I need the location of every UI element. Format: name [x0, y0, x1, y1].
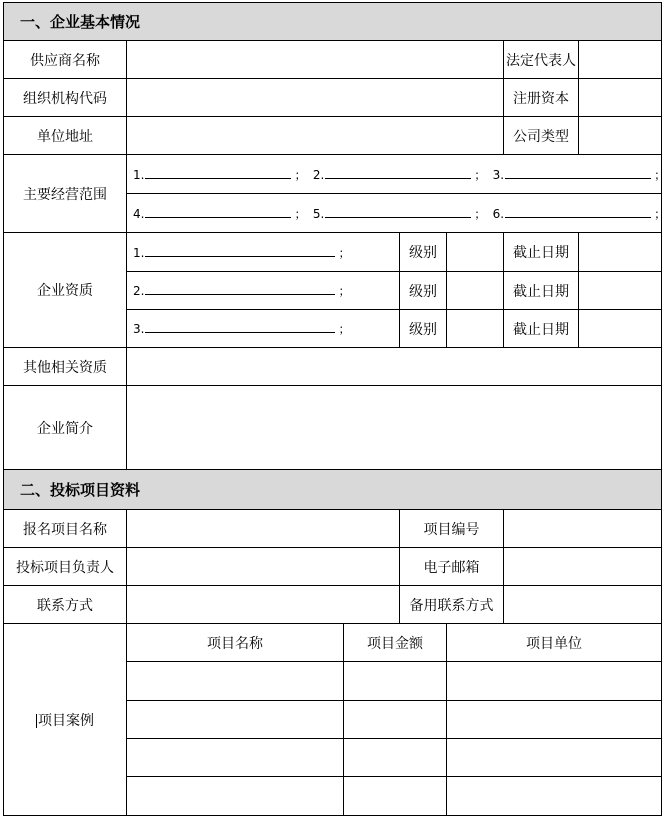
row-org-code	[4, 79, 662, 117]
supplier-registration-form	[3, 2, 666, 816]
scope-item-number: 3.	[492, 167, 505, 182]
project-no-field[interactable]	[504, 510, 662, 548]
case-amount-cell[interactable]	[344, 662, 447, 701]
reg-capital-label: 注册资本	[504, 79, 579, 117]
row-intro	[4, 386, 662, 470]
manager-field[interactable]	[127, 548, 400, 586]
qual-item-2[interactable]	[127, 272, 400, 310]
row-supplier-name	[4, 41, 662, 79]
intro-field[interactable]	[127, 386, 662, 470]
deadline-field[interactable]	[579, 310, 662, 348]
case-unit-cell[interactable]	[447, 701, 662, 739]
address-field[interactable]	[127, 117, 504, 155]
deadline-field[interactable]	[579, 233, 662, 272]
case-amount-cell[interactable]	[344, 739, 447, 777]
case-unit-cell[interactable]	[447, 662, 662, 701]
semicolon: ；	[294, 206, 307, 221]
email-label: 电子邮箱	[400, 548, 504, 586]
semicolon: ；	[654, 167, 666, 182]
semicolon: ；	[654, 206, 666, 221]
contact-field[interactable]	[127, 586, 400, 624]
level-label: 级别	[400, 272, 447, 310]
row-address	[4, 117, 662, 155]
semicolon: ；	[474, 206, 487, 221]
deadline-field[interactable]	[579, 272, 662, 310]
case-header-amount: 项目金额	[344, 624, 447, 662]
project-name-field[interactable]	[127, 510, 400, 548]
row-scope-1	[4, 155, 662, 194]
cases-label-text: 项目案例	[38, 712, 94, 729]
deadline-label: 截止日期	[504, 233, 579, 272]
case-amount-cell[interactable]	[344, 777, 447, 816]
deadline-label: 截止日期	[504, 272, 579, 310]
backup-contact-field[interactable]	[504, 586, 662, 624]
contact-label: 联系方式	[4, 586, 127, 624]
legal-rep-field[interactable]	[579, 41, 662, 79]
case-header-name: 项目名称	[127, 624, 344, 662]
level-field[interactable]	[447, 233, 504, 272]
row-case-header	[4, 624, 662, 662]
qual-item-1[interactable]	[127, 233, 400, 272]
scope-item-number: 2.	[312, 167, 325, 182]
org-code-field[interactable]	[127, 79, 504, 117]
reg-capital-field[interactable]	[579, 79, 662, 117]
qual-item-number: 3.	[133, 322, 145, 336]
other-qual-field[interactable]	[127, 348, 662, 386]
row-project-name	[4, 510, 662, 548]
qual-label: 企业资质	[4, 233, 127, 348]
level-field[interactable]	[447, 272, 504, 310]
semicolon: ；	[474, 167, 487, 182]
case-name-cell[interactable]	[127, 662, 344, 701]
row-qual-1	[4, 233, 662, 272]
row-other-qual	[4, 348, 662, 386]
project-no-label: 项目编号	[400, 510, 504, 548]
other-qual-label: 其他相关资质	[4, 348, 127, 386]
qual-item-number: 1.	[133, 245, 145, 260]
section2-title: 二、投标项目资料	[4, 470, 662, 510]
semicolon: ；	[338, 284, 351, 298]
email-field[interactable]	[504, 548, 662, 586]
qual-item-3[interactable]	[127, 310, 400, 348]
scope-line-2[interactable]	[127, 194, 666, 233]
semicolon: ；	[338, 245, 351, 260]
manager-label: 投标项目负责人	[4, 548, 127, 586]
scope-item-number: 1.	[133, 167, 145, 182]
semicolon: ；	[338, 322, 351, 336]
scope-item-number: 6.	[492, 206, 505, 221]
org-code-label: 组织机构代码	[4, 79, 127, 117]
level-label: 级别	[400, 310, 447, 348]
company-type-label: 公司类型	[504, 117, 579, 155]
cases-label	[4, 624, 127, 816]
level-label: 级别	[400, 233, 447, 272]
supplier-name-field[interactable]	[127, 41, 504, 79]
section2-header-row	[4, 470, 662, 510]
backup-contact-label: 备用联系方式	[400, 586, 504, 624]
legal-rep-label: 法定代表人	[504, 41, 579, 79]
deadline-label: 截止日期	[504, 310, 579, 348]
case-name-cell[interactable]	[127, 777, 344, 816]
row-contact	[4, 586, 662, 624]
case-header-unit: 项目单位	[447, 624, 662, 662]
qual-item-number: 2.	[133, 284, 145, 298]
case-unit-cell[interactable]	[447, 739, 662, 777]
semicolon: ；	[294, 167, 307, 182]
project-name-label: 报名项目名称	[4, 510, 127, 548]
case-name-cell[interactable]	[127, 739, 344, 777]
section1-title: 一、企业基本情况	[4, 3, 662, 41]
row-manager	[4, 548, 662, 586]
supplier-name-label: 供应商名称	[4, 41, 127, 79]
scope-item-number: 5.	[312, 206, 325, 221]
text-cursor-icon	[36, 714, 37, 728]
scope-label: 主要经营范围	[4, 155, 127, 233]
section1-header-row	[4, 3, 662, 41]
scope-line-1[interactable]	[127, 155, 666, 194]
level-field[interactable]	[447, 310, 504, 348]
case-name-cell[interactable]	[127, 701, 344, 739]
intro-label: 企业简介	[4, 386, 127, 470]
scope-item-number: 4.	[133, 206, 145, 221]
address-label: 单位地址	[4, 117, 127, 155]
case-amount-cell[interactable]	[344, 701, 447, 739]
case-unit-cell[interactable]	[447, 777, 662, 816]
company-type-field[interactable]	[579, 117, 662, 155]
